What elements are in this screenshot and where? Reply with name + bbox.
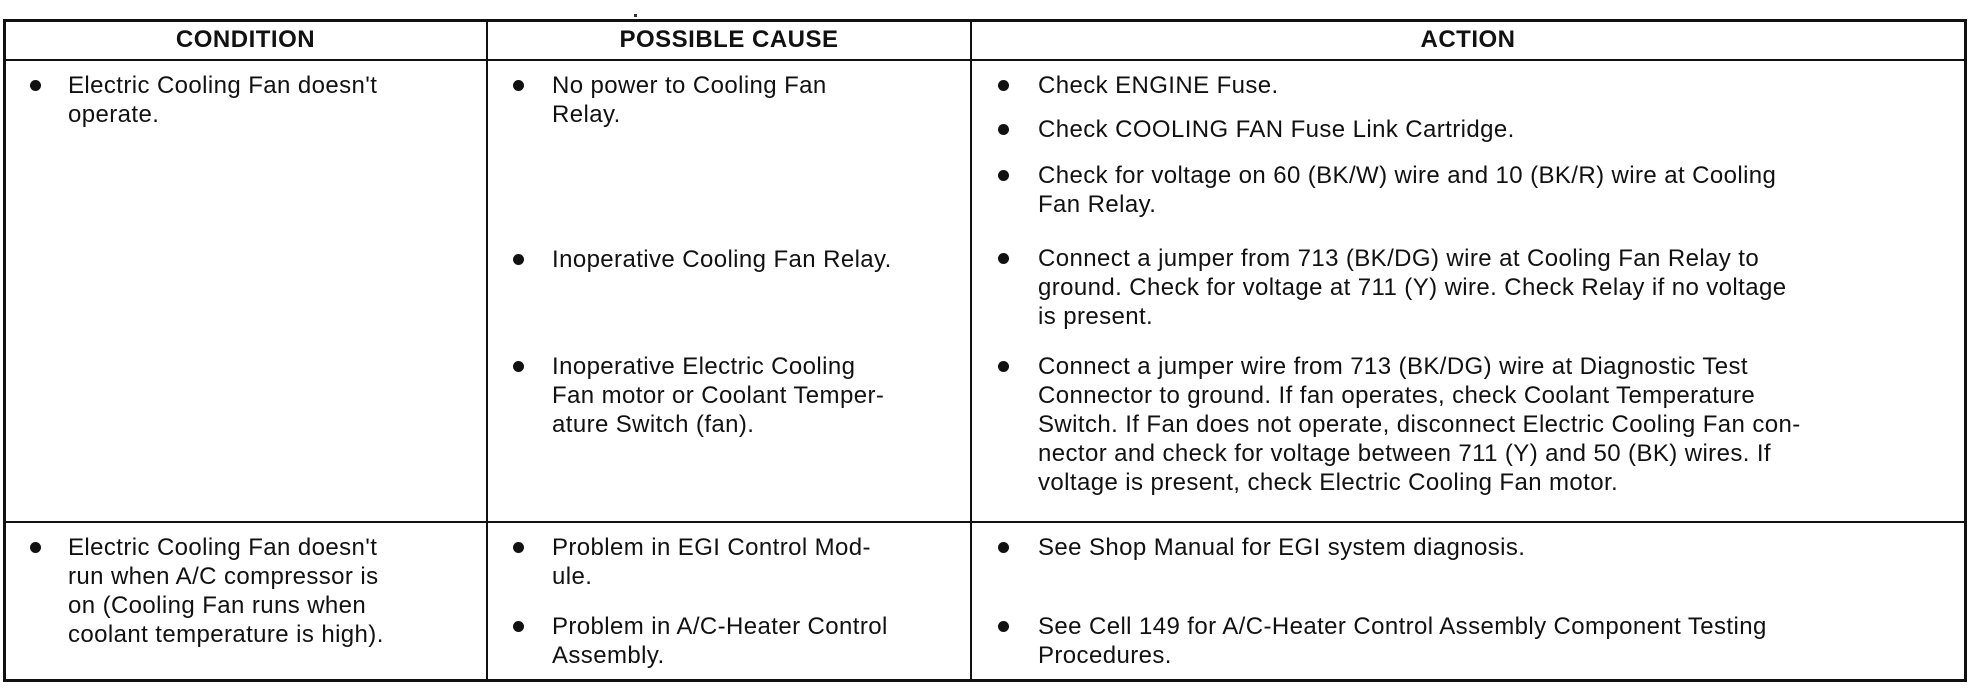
- action-text-line: Procedures.: [1038, 642, 1172, 669]
- action-text-line: See Shop Manual for EGI system diagnosis.: [1038, 534, 1526, 561]
- column-divider-2: [970, 19, 972, 682]
- cause-bullet: [513, 542, 524, 553]
- condition-text-line: Electric Cooling Fan doesn't: [68, 72, 378, 99]
- condition-text-line: coolant temperature is high).: [68, 621, 384, 648]
- cause-text-line: ule.: [552, 563, 593, 590]
- header-divider: [3, 59, 1967, 61]
- cause-text-line: Assembly.: [552, 642, 665, 669]
- action-text-line: Connector to ground. If fan operates, check Coolant Temperature: [1038, 382, 1756, 409]
- row-divider: [3, 521, 1967, 523]
- action-text-line: Connect a jumper wire from 713 (BK/DG) wire at Diagnostic Test: [1038, 353, 1748, 380]
- cause-text-line: Relay.: [552, 101, 621, 128]
- action-text-line: See Cell 149 for A/C-Heater Control Assembly Component Testing: [1038, 613, 1767, 640]
- condition-text-line: run when A/C compressor is: [68, 563, 379, 590]
- action-bullet: [998, 170, 1009, 181]
- action-text-line: nector and check for voltage between 711 (Y) and 50 (BK) wires. If: [1038, 440, 1771, 467]
- condition-text-line: on (Cooling Fan runs when: [68, 592, 367, 619]
- cause-text-line: Inoperative Electric Cooling: [552, 353, 856, 380]
- condition-bullet: [30, 80, 41, 91]
- action-bullet: [998, 621, 1009, 632]
- action-bullet: [998, 253, 1009, 264]
- action-text-line: Check COOLING FAN Fuse Link Cartridge.: [1038, 116, 1515, 143]
- cause-text-line: Problem in EGI Control Mod-: [552, 534, 871, 561]
- header-action: ACTION: [1420, 26, 1516, 53]
- header-possible-cause: POSSIBLE CAUSE: [619, 26, 839, 53]
- cause-text-line: Fan motor or Coolant Temper-: [552, 382, 885, 409]
- condition-text-line: Electric Cooling Fan doesn't: [68, 534, 378, 561]
- condition-text-line: operate.: [68, 101, 160, 128]
- action-text-line: Check ENGINE Fuse.: [1038, 72, 1279, 99]
- action-text-line: Switch. If Fan does not operate, disconnect Electric Cooling Fan con-: [1038, 411, 1801, 438]
- action-bullet: [998, 80, 1009, 91]
- action-text-line: voltage is present, check Electric Cooling Fan motor.: [1038, 469, 1619, 496]
- condition-bullet: [30, 542, 41, 553]
- header-condition: CONDITION: [175, 26, 316, 53]
- action-bullet: [998, 542, 1009, 553]
- cause-bullet: [513, 361, 524, 372]
- action-bullet: [998, 124, 1009, 135]
- action-text-line: Fan Relay.: [1038, 191, 1157, 218]
- cause-bullet: [513, 80, 524, 91]
- cause-text-line: ature Switch (fan).: [552, 411, 755, 438]
- cause-text-line: Inoperative Cooling Fan Relay.: [552, 246, 892, 273]
- action-text-line: ground. Check for voltage at 711 (Y) wire. Check Relay if no voltage: [1038, 274, 1787, 301]
- cause-text-line: No power to Cooling Fan: [552, 72, 827, 99]
- column-divider-1: [486, 19, 488, 682]
- action-text-line: is present.: [1038, 303, 1154, 330]
- action-text-line: Check for voltage on 60 (BK/W) wire and 10 (BK/R) wire at Cooling: [1038, 162, 1777, 189]
- cause-bullet: [513, 621, 524, 632]
- action-bullet: [998, 361, 1009, 372]
- action-text-line: Connect a jumper from 713 (BK/DG) wire at Cooling Fan Relay to: [1038, 245, 1760, 272]
- cause-bullet: [513, 254, 524, 265]
- cause-text-line: Problem in A/C-Heater Control: [552, 613, 888, 640]
- scan-mark: [634, 14, 637, 17]
